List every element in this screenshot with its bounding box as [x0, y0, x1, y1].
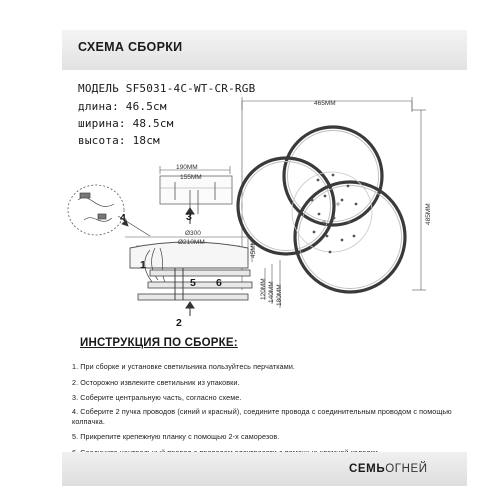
- plate-1: [150, 270, 250, 276]
- ring-right: [295, 182, 405, 292]
- wire-detail: [68, 185, 150, 236]
- dim-190: 190ММ: [176, 164, 198, 171]
- dim-300: Ø300: [185, 230, 201, 237]
- callout-3: 3: [186, 211, 192, 223]
- callout-2: 2: [176, 317, 182, 329]
- rings: [238, 127, 405, 292]
- dim-width-465: 465ММ: [314, 100, 336, 107]
- spec-height: высота: 18см: [78, 134, 160, 147]
- dim-210: Ø210ММ: [178, 239, 205, 246]
- spec-length: длина: 46.5см: [78, 100, 167, 113]
- instruction-step-2: 2. Осторожно извлеките светильник из упаковки.: [72, 378, 240, 387]
- brand-logo-bold: СЕМЬ: [349, 463, 386, 475]
- dim-120: 120ММ: [260, 278, 267, 300]
- callout-6: 6: [216, 277, 222, 289]
- page-title: СХЕМА СБОРКИ: [78, 40, 183, 54]
- instruction-step-3: 3. Соберите центральную часть, согласно схеме.: [72, 393, 242, 402]
- dim-height-485: 485ММ: [425, 203, 432, 225]
- callout-4: 4: [120, 212, 126, 224]
- dim-180: 180ММ: [276, 284, 283, 306]
- spec-width: ширина: 48.5см: [78, 117, 174, 130]
- brand-logo: [349, 463, 428, 475]
- brand-logo-light: ОГНЕЙ: [385, 463, 428, 475]
- plate-2: [148, 282, 252, 288]
- plate-3: [138, 294, 248, 300]
- dim-140: 140ММ: [268, 281, 275, 303]
- callout-1: 1: [140, 259, 146, 271]
- instruction-step-4: 4. Соберите 2 пучка проводов (синий и красный), соедините провода с соединительным проводом с помощью колпачка.: [72, 407, 452, 426]
- instruction-step-5: 5. Прикрепите крепежную планку с помощью 2-х саморезов.: [72, 432, 280, 441]
- callout-5: 5: [190, 277, 196, 289]
- dim-45: 45ММ: [250, 239, 257, 258]
- side-view-diagram: [68, 166, 280, 316]
- spec-model: МОДЕЛЬ SF5031-4C-WT-CR-RGB: [78, 82, 256, 95]
- dim-155: 155ММ: [180, 174, 202, 181]
- instruction-step-1: 1. При сборке и установке светильника пользуйтесь перчатками.: [72, 362, 296, 371]
- instructions-title: ИНСТРУКЦИЯ ПО СБОРКЕ:: [80, 337, 238, 349]
